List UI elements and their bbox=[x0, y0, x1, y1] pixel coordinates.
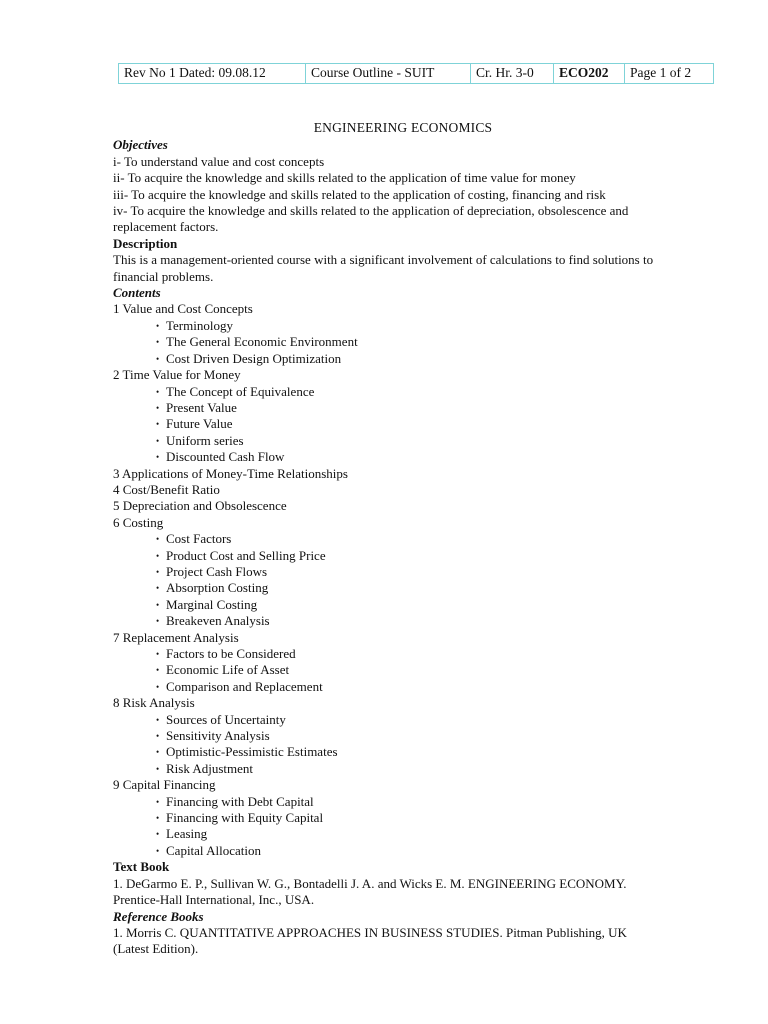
bullet-icon: • bbox=[156, 566, 160, 577]
contents-subtopic bbox=[156, 826, 693, 842]
contents-subtopic bbox=[156, 728, 693, 744]
textbook-line: 1. DeGarmo E. P., Sullivan W. G., Bontadelli J. A. and Wicks E. M. ENGINEERING ECONOMY. bbox=[113, 875, 627, 891]
contents-topic-title: 2 Time Value for Money bbox=[113, 367, 241, 383]
contents-subtopic bbox=[156, 613, 693, 629]
contents-topic-title: 3 Applications of Money-Time Relationships bbox=[113, 465, 348, 481]
bullet-icon: • bbox=[156, 845, 160, 856]
document-body bbox=[113, 120, 693, 958]
bullet-icon: • bbox=[156, 649, 160, 659]
contents-subtopic-label: Capital Allocation bbox=[166, 842, 261, 858]
contents-subtopic bbox=[156, 646, 693, 662]
contents-topic bbox=[113, 498, 693, 514]
contents-subtopic bbox=[156, 580, 693, 596]
textbook-line: Prentice-Hall International, Inc., USA. bbox=[113, 892, 315, 908]
contents-subtopic-label: Optimistic-Pessimistic Estimates bbox=[166, 744, 338, 760]
contents-subtopic bbox=[156, 744, 693, 760]
header-row bbox=[119, 64, 714, 84]
objective-line: iv- To acquire the knowledge and skills related to the application of depreciation, obsolescence and bbox=[113, 203, 629, 219]
contents-topic bbox=[113, 695, 693, 777]
contents-topic-title: 7 Replacement Analysis bbox=[113, 629, 239, 645]
bullet-icon: • bbox=[156, 435, 160, 446]
contents-topic bbox=[113, 777, 693, 859]
contents-subtopic bbox=[156, 662, 693, 678]
contents-subtopic bbox=[156, 384, 693, 400]
textbook-heading: Text Book bbox=[113, 859, 170, 875]
bullet-icon: • bbox=[156, 681, 160, 692]
contents-subtopic-label: Economic Life of Asset bbox=[166, 662, 290, 678]
bullet-icon: • bbox=[156, 747, 160, 758]
bullet-icon: • bbox=[156, 829, 160, 840]
contents-subtopic-list bbox=[113, 318, 693, 367]
bullet-icon: • bbox=[156, 353, 160, 364]
bullet-icon: • bbox=[156, 616, 160, 627]
contents-subtopic-label: Leasing bbox=[166, 826, 208, 842]
contents-subtopic bbox=[156, 531, 693, 547]
bullet-icon: • bbox=[156, 583, 160, 594]
outline-cell: Course Outline - SUIT bbox=[306, 64, 471, 84]
description-line: financial problems. bbox=[113, 268, 214, 284]
bullet-icon: • bbox=[156, 714, 160, 725]
contents-subtopic bbox=[156, 843, 693, 859]
reference-books-heading: Reference Books bbox=[113, 908, 204, 924]
bullet-icon: • bbox=[156, 550, 160, 561]
contents-topic bbox=[113, 466, 693, 482]
bullet-icon: • bbox=[156, 763, 160, 774]
course-code-cell: ECO202 bbox=[554, 64, 625, 84]
contents-subtopic bbox=[156, 318, 693, 334]
bullet-icon: • bbox=[156, 419, 160, 430]
contents-subtopic-label: Absorption Costing bbox=[166, 580, 269, 596]
contents-topic-title: 6 Costing bbox=[113, 514, 164, 530]
contents-subtopic bbox=[156, 449, 693, 465]
contents-subtopic-list bbox=[113, 794, 693, 860]
contents-subtopic-label: Comparison and Replacement bbox=[166, 678, 323, 694]
contents-subtopic-label: Terminology bbox=[166, 317, 233, 333]
contents-subtopic bbox=[156, 334, 693, 350]
bullet-icon: • bbox=[156, 665, 160, 676]
contents-subtopic-label: Breakeven Analysis bbox=[166, 613, 270, 629]
bullet-icon: • bbox=[156, 599, 160, 610]
contents-topic-title: 8 Risk Analysis bbox=[113, 695, 195, 711]
contents-subtopic-label: Present Value bbox=[166, 399, 237, 415]
contents-section bbox=[113, 285, 693, 859]
bullet-icon: • bbox=[156, 731, 160, 742]
reference-line: (Latest Edition). bbox=[113, 941, 199, 957]
revision-cell: Rev No 1 Dated: 09.08.12 bbox=[119, 64, 306, 84]
contents-subtopic-label: Sensitivity Analysis bbox=[166, 728, 270, 744]
objective-line: ii- To acquire the knowledge and skills related to the application of time value for money bbox=[113, 170, 576, 186]
bullet-icon: • bbox=[156, 796, 160, 807]
contents-topic bbox=[113, 630, 693, 696]
contents-subtopic bbox=[156, 761, 693, 777]
contents-subtopic-label: Uniform series bbox=[166, 432, 244, 448]
objective-line: i- To understand value and cost concepts bbox=[113, 153, 325, 169]
document-title: ENGINEERING ECONOMICS bbox=[313, 120, 493, 135]
contents-subtopic-label: Risk Adjustment bbox=[166, 760, 254, 776]
objective-line: replacement factors. bbox=[113, 219, 219, 235]
bullet-icon: • bbox=[156, 452, 160, 463]
contents-topic bbox=[113, 515, 693, 630]
contents-subtopic-label: Financing with Equity Capital bbox=[166, 810, 324, 826]
contents-subtopic bbox=[156, 548, 693, 564]
contents-subtopic bbox=[156, 712, 693, 728]
course-header-table bbox=[118, 63, 714, 84]
contents-topic bbox=[113, 367, 693, 465]
contents-subtopic bbox=[156, 810, 693, 826]
bullet-icon: • bbox=[156, 337, 160, 348]
contents-heading: Contents bbox=[113, 285, 161, 301]
contents-subtopic bbox=[156, 433, 693, 449]
bullet-icon: • bbox=[156, 813, 160, 824]
bullet-icon: • bbox=[156, 534, 160, 545]
contents-subtopic-list bbox=[113, 531, 693, 629]
contents-subtopic-label: The Concept of Equivalence bbox=[166, 383, 315, 399]
contents-subtopic bbox=[156, 351, 693, 367]
contents-subtopic-label: Project Cash Flows bbox=[166, 563, 268, 579]
contents-subtopic bbox=[156, 679, 693, 695]
contents-subtopic-label: Discounted Cash Flow bbox=[166, 449, 285, 465]
contents-subtopic-label: Marginal Costing bbox=[166, 596, 258, 612]
contents-topic bbox=[113, 301, 693, 367]
contents-subtopic bbox=[156, 400, 693, 416]
contents-subtopic-label: Cost Driven Design Optimization bbox=[166, 350, 342, 366]
contents-subtopic-list bbox=[113, 646, 693, 695]
contents-topic-title: 1 Value and Cost Concepts bbox=[113, 301, 253, 317]
contents-topic bbox=[113, 482, 693, 498]
objective-line: iii- To acquire the knowledge and skills related to the application of costing, financing and risk bbox=[113, 186, 606, 202]
objectives-heading: Objectives bbox=[113, 137, 168, 153]
credit-hours-cell: Cr. Hr. 3-0 bbox=[471, 64, 554, 84]
description-section bbox=[113, 236, 693, 285]
contents-subtopic-list bbox=[113, 712, 693, 778]
objectives-section bbox=[113, 137, 693, 235]
contents-subtopic-label: Factors to be Considered bbox=[166, 646, 296, 661]
contents-subtopic bbox=[156, 416, 693, 432]
reference-line: 1. Morris C. QUANTITATIVE APPROACHES IN BUSINESS STUDIES. Pitman Publishing, UK bbox=[113, 924, 627, 940]
contents-subtopic-label: The General Economic Environment bbox=[166, 334, 358, 350]
contents-list bbox=[113, 301, 693, 859]
contents-subtopic bbox=[156, 597, 693, 613]
contents-topic-title: 5 Depreciation and Obsolescence bbox=[113, 498, 287, 514]
contents-subtopic bbox=[156, 564, 693, 580]
bullet-icon: • bbox=[156, 402, 160, 413]
page-number-cell: Page 1 of 2 bbox=[625, 64, 714, 84]
contents-subtopic-list bbox=[113, 384, 693, 466]
contents-subtopic-label: Sources of Uncertainty bbox=[166, 711, 286, 727]
bullet-icon: • bbox=[156, 320, 160, 331]
reference-books-section bbox=[113, 909, 693, 958]
contents-topic-title: 4 Cost/Benefit Ratio bbox=[113, 481, 220, 497]
description-heading: Description bbox=[113, 235, 178, 251]
contents-subtopic-label: Future Value bbox=[166, 416, 233, 432]
contents-subtopic-label: Product Cost and Selling Price bbox=[166, 547, 326, 563]
contents-subtopic-label: Cost Factors bbox=[166, 531, 232, 547]
description-line: This is a management-oriented course with a significant involvement of calculations to find solutions to bbox=[113, 252, 654, 268]
bullet-icon: • bbox=[156, 386, 160, 397]
textbook-section bbox=[113, 859, 693, 908]
contents-subtopic bbox=[156, 794, 693, 810]
contents-topic-title: 9 Capital Financing bbox=[113, 777, 216, 793]
contents-subtopic-label: Financing with Debt Capital bbox=[166, 793, 314, 809]
